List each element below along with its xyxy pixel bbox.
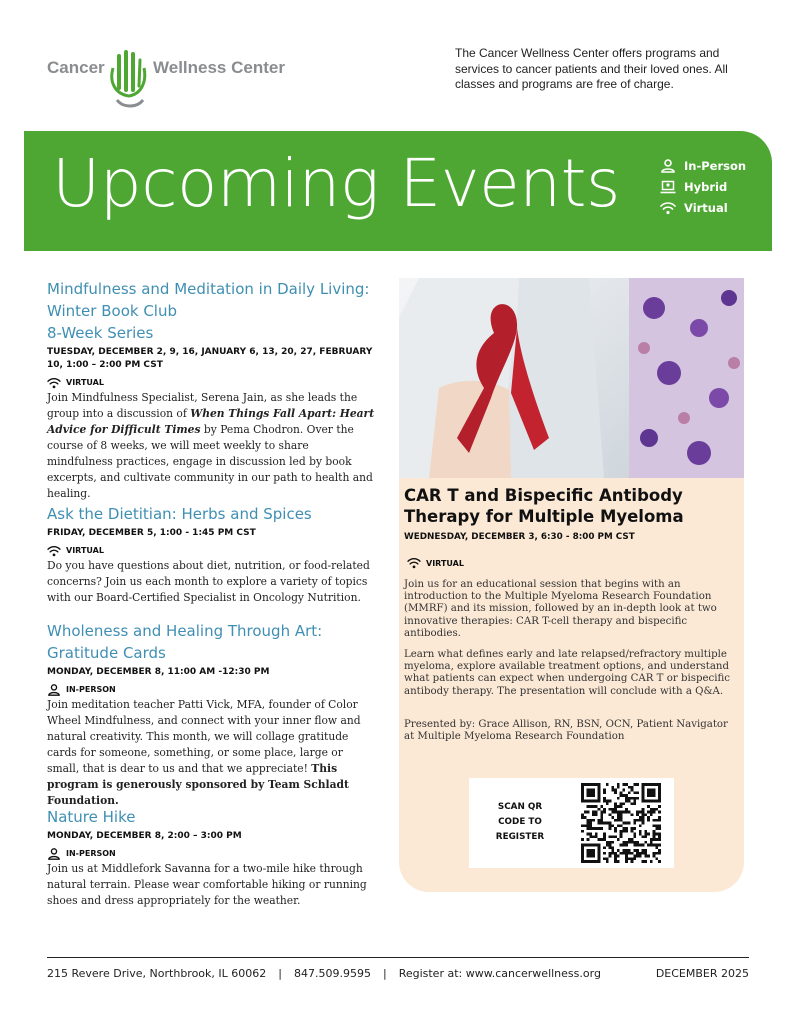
event-title: Ask the Dietitian: Herbs and Spices xyxy=(47,505,312,523)
footer xyxy=(47,967,749,980)
event-date: MONDAY, DECEMBER 8, 11:00 AM -12:30 PM xyxy=(47,667,270,677)
event-description: Join Mindfulness Specialist, Serena Jain, as she leads the group into a discussion of When Things Fall Apart: Heart Advice for Difficult Times by Pema Chodron. Over the course of 8 weeks, we will meet weekly to share mindfulness practices, engage in discussion led by book excerpts, and cultivate community in our path to health and healing. xyxy=(47,391,375,500)
footer-separator: | xyxy=(382,967,387,980)
event-nature-hike xyxy=(47,806,377,909)
logo xyxy=(47,50,307,110)
wifi-icon xyxy=(47,377,61,389)
event-mode: IN-PERSON xyxy=(47,683,377,696)
ribbon-photo xyxy=(399,278,744,478)
footer-divider xyxy=(47,957,749,958)
person-icon xyxy=(47,684,61,696)
event-description: Join us at Middlefork Savanna for a two-mile hike through natural terrain. Please wear comfortable hiking or running shoes and dress appropriately for the weather. xyxy=(47,862,367,907)
event-description: Do you have questions about diet, nutrition, or food-related concerns? Join us each month to explore a variety of topics with our Board-Certified Specialist in Oncology Nutrition. xyxy=(47,559,370,604)
featured-event-description: Join us for an educational session that begins with an introduction to the Multiple Myeloma Research Foundation (MMRF) and its mission, followed by an in-depth look at two innovative therapies: CAR T-cell therapy and bispecific antibodies. xyxy=(404,579,717,639)
logo-text-left: Cancer xyxy=(47,58,105,77)
legend-item-virtual: Virtual xyxy=(660,197,746,218)
footer-separator: | xyxy=(278,967,282,980)
footer-address: 215 Revere Drive, Northbrook, IL 60062 xyxy=(47,967,267,980)
featured-event-presenter: Presented by: Grace Allison, RN, BSN, OCN, Patient Navigator at Multiple Myeloma Research Foundation xyxy=(404,719,728,743)
logo-text-right: Wellness Center xyxy=(153,58,285,77)
event-mode: IN-PERSON xyxy=(47,847,377,860)
event-date: FRIDAY, DECEMBER 5, 1:00 - 1:45 PM CST xyxy=(47,528,256,538)
laptop-icon xyxy=(660,180,676,194)
footer-phone: 847.509.9595 xyxy=(293,967,371,980)
banner xyxy=(24,131,772,251)
person-icon xyxy=(660,159,676,173)
legend xyxy=(660,155,746,218)
featured-event-title: CAR T and Bispecific Antibody Therapy for Multiple Myeloma xyxy=(404,486,684,526)
featured-event-date: WEDNESDAY, DECEMBER 3, 6:30 - 8:00 PM CST xyxy=(404,532,635,542)
footer-month: DECEMBER 2025 xyxy=(655,967,749,980)
event-book-club xyxy=(47,278,377,502)
event-date: MONDAY, DECEMBER 8, 2:00 – 3:00 PM xyxy=(47,831,242,841)
wifi-icon xyxy=(47,545,61,557)
wifi-icon xyxy=(407,557,421,569)
page-title: Upcoming Events xyxy=(52,145,620,222)
event-date: TUESDAY, DECEMBER 2, 9, 16, JANUARY 6, 13, 20, 27, FEBRUARY 10, 1:00 – 2:00 PM CST xyxy=(47,347,373,370)
logo-mark-icon xyxy=(107,50,151,110)
person-icon xyxy=(47,848,61,860)
featured-event-mode: VIRTUAL xyxy=(407,557,464,569)
legend-item-hybrid: Hybrid xyxy=(660,176,746,197)
event-mode: VIRTUAL xyxy=(47,376,377,389)
event-title: Nature Hike xyxy=(47,808,136,826)
footer-register-link[interactable]: Register at: www.cancerwellness.org xyxy=(398,967,601,980)
legend-item-in-person: In-Person xyxy=(660,155,746,176)
featured-event-card xyxy=(399,278,744,892)
event-dietitian xyxy=(47,503,377,606)
event-mode: VIRTUAL xyxy=(47,544,377,557)
event-description: Join meditation teacher Patti Vick, MFA, founder of Color Wheel Mindfulness, and connect with your inner flow and natural creativity. This month, we will collage gratitude cards for someone, something, or some place, large or small, that is dear to us and that we appreciate! This program is generously sponsored by Team Schladt Foundation. xyxy=(47,698,361,807)
intro-text: The Cancer Wellness Center offers programs and services to cancer patients and their loved ones. All classes and programs are free of charge. xyxy=(455,46,728,91)
event-art-healing xyxy=(47,620,377,809)
event-title: Wholeness and Healing Through Art: Gratitude Cards xyxy=(47,622,323,662)
qr-code-icon[interactable] xyxy=(581,783,661,863)
register-qr-box xyxy=(469,778,674,868)
wifi-icon xyxy=(660,201,676,215)
event-title: Mindfulness and Meditation in Daily Living: Winter Book Club 8-Week Series xyxy=(47,280,370,342)
qr-label: SCAN QR CODE TO REGISTER xyxy=(495,802,545,842)
featured-event-description: Learn what defines early and late relapsed/refractory multiple myeloma, explore available treatment options, and understand what patients can expect when undergoing CAR T or bispecific antibody therapy. The presentation will conclude with a Q&A. xyxy=(404,649,730,697)
